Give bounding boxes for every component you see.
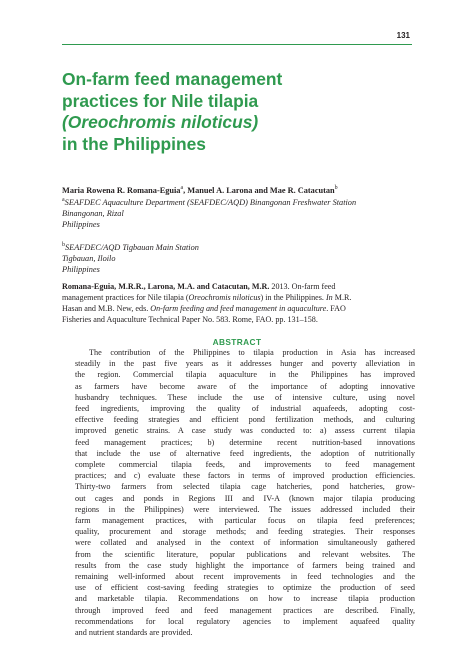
citation-text: Hasan and M.B. New, eds. — [62, 303, 151, 313]
affiliation-line: Philippines — [62, 264, 100, 274]
title-line: On-farm feed management — [62, 69, 283, 89]
affiliation-line: Philippines — [62, 219, 100, 229]
citation-in: In — [325, 292, 333, 302]
abstract-line: and marketable tilapia. Recommendations on how to increase tilapia production — [75, 594, 415, 604]
abstract-line: steadily in the past five years as it addresses hunger and poverty alleviation in — [75, 359, 415, 369]
header-rule — [62, 44, 412, 45]
abstract-line: out cages and ponds in Regions III and IV-A (known major tilapia producing — [75, 493, 415, 503]
abstract-line: quality, procurement and storage methods; and feeding strategies. Their responses — [75, 527, 415, 537]
page-number: 131 — [396, 31, 410, 40]
affiliation-line: SEAFDEC/AQD Tigbauan Main Station — [65, 243, 199, 252]
citation-text: M.R. — [332, 292, 352, 302]
abstract-heading: ABSTRACT — [212, 337, 262, 347]
affiliation-mark: b — [62, 242, 65, 249]
abstract-line: and nutrient standards are provided. — [75, 628, 193, 638]
affiliation-mark: b — [334, 185, 338, 192]
citation-book-title: On-farm feeding and feed management in aquaculture — [150, 303, 327, 313]
citation-text: ) in the Philippines. — [260, 292, 326, 302]
abstract-line: through improved feed and feed management practices are described. Finally, — [75, 605, 415, 615]
affiliation-a — [62, 198, 414, 230]
abstract-line: remaining well-informed about recent improvements in feed technologies and the — [75, 572, 415, 582]
affiliation-line: Tigbauan, Iloilo — [62, 253, 116, 263]
citation-text: management practices for Nile tilapia ( — [62, 292, 189, 302]
abstract-line: recommendations for local regulatory agencies to implement aquafeed quality — [75, 616, 415, 626]
author-name: Maria Rowena R. Romana-Eguia — [62, 186, 181, 195]
affiliation-mark: a — [180, 185, 184, 192]
author-names: , Manuel A. Larona and Mae R. Catacutan — [183, 186, 335, 195]
abstract-line: the region. Commercial tilapia aquaculture in the Philippines has improved — [75, 370, 415, 380]
abstract-line: complete commercial tilapia feeds, and improvements to feed management — [75, 460, 415, 470]
abstract-line: that include the use of alternative feed ingredients, the adoption of nutritionally — [75, 448, 415, 458]
abstract-line: Thirty-two farmers from selected tilapia cage hatcheries, pond hatcheries, grow- — [75, 482, 415, 492]
abstract-line: feed management practices; b) determine recent nutrition-based innovations — [75, 437, 415, 447]
citation-species: Oreochromis niloticus — [188, 292, 261, 302]
abstract-line: husbandry techniques. These include the use of intensive culture, using novel — [75, 392, 415, 402]
affiliation-line: SEAFDEC Aquaculture Department (SEAFDEC/AQD) Binangonan Freshwater Station — [64, 198, 357, 207]
title-line: practices for Nile tilapia — [62, 90, 259, 111]
abstract-line: effective feeding strategies and efficient pond fertilization methods, and culturing — [75, 415, 415, 425]
affiliation-mark: a — [62, 197, 65, 204]
abstract-line: feed ingredients, improving the quality of industrial aquafeeds, adopting cost- — [75, 404, 415, 414]
abstract-line: use of efficient cost-saving feeding strategies to optimize the production of seed — [75, 583, 415, 593]
abstract-line: results from the case study highlight the importance of farmers being trained and — [75, 560, 415, 570]
abstract-line: regions in the Philippines) were interviewed. The issues addressed included their — [75, 504, 415, 514]
abstract-line: The contribution of the Philippines to tilapia production in Asia has increased — [89, 348, 415, 357]
title-line: in the Philippines — [62, 133, 206, 154]
abstract-body — [75, 347, 415, 638]
page-header — [62, 28, 412, 42]
affiliation-b — [62, 243, 414, 275]
affiliation-line: Binangonan, Rizal — [62, 208, 124, 218]
abstract-line: from the scientific literature, popular publications and relevant websites. The — [75, 549, 415, 559]
title-line-species: (Oreochromis niloticus) — [62, 112, 259, 132]
abstract-line: as farmers have become aware of the importance of adopting innovative — [75, 381, 415, 391]
abstract-line: improved genetic strains. A case study was conducted to: a) assess current tilapia — [75, 426, 415, 436]
citation-text: . FAO — [326, 303, 346, 313]
citation-text: 2013. On-farm feed — [269, 282, 336, 291]
paper-title — [62, 69, 382, 155]
abstract-line: were collated and analysed in the context of information simultaneously gathered — [75, 538, 415, 548]
citation — [62, 282, 414, 326]
citation-text: Fisheries and Aquaculture Technical Paper No. 583. Rome, FAO. pp. 131–158. — [62, 314, 318, 324]
abstract-line: practices; and c) evaluate these factors in terms of improved production efficiencies. — [75, 471, 415, 481]
abstract-line: farm management practices, with particular focus on tilapia feed preferences; — [75, 516, 415, 526]
author-list — [62, 186, 414, 197]
citation-authors: Romana-Eguia, M.R.R., Larona, M.A. and Catacutan, M.R. — [62, 282, 270, 291]
